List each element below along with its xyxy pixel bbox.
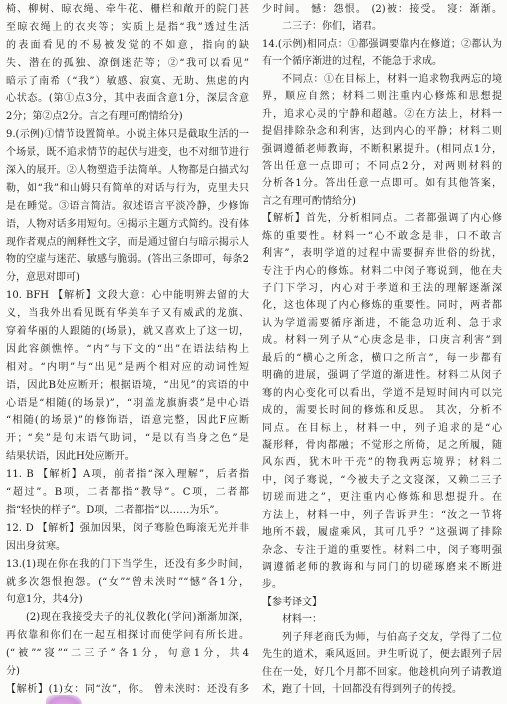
text-line: 少时间。 憾：怨恨。 (2)被：接受。 寖：渐渐。 (262, 4, 502, 15)
text-line: 列子拜老商氏为师，与伯高子交友，学得了二位 (282, 631, 502, 643)
text-line: 子门下学习，内心对于孝道和王法的理解逐渐深 (262, 283, 502, 294)
text-line: 物的空虚与迷茫、敏感与脆弱。(答出三条即可，每条2 (6, 254, 249, 266)
text-line: 步。 (262, 579, 282, 591)
answer-9 (6, 126, 249, 287)
material-one-translation (262, 629, 502, 699)
text-line: 有一个循序渐进的过程，不能急于求成。 (262, 56, 442, 68)
answer-8-continuation (6, 1, 249, 126)
text-line: 椅、柳树、晾衣绳、牵牛花、栅栏和敞开的院门甚 (6, 4, 249, 15)
answer-13-part-2 (6, 609, 249, 681)
text-line: 指“轻快的样子”。D项，二者都指“以……为乐”。 (6, 504, 225, 516)
text-line: (“被”“寖”“二三子”各1分，句意1分，共4 (6, 648, 249, 660)
text-line: 相对。“内明”与“出见”是两个相对应的动词性短 (6, 361, 249, 373)
text-line: 地所不载，履虚乘风，其可几乎？”这强调了排除 (262, 527, 502, 539)
text-line: 语，因此B处应断开；根据语境，“出见”的宾语的中 (6, 379, 249, 391)
right-column (262, 1, 502, 703)
answer-13-analysis-note (262, 18, 502, 35)
text-line: 失、潜在的孤独、潦倒迷茫等；②“我可以看见” (6, 57, 249, 69)
text-line: 认为学道需要循序渐进，不能急功近利、急于求 (262, 317, 502, 329)
text-line: 的表面看见的不易被发觉的不如意，指向的缺 (6, 39, 249, 51)
text-line: 答出任意一点即可；不同点2分，对两则材料的 (262, 160, 502, 172)
text-line: 分析各1分。答出任意一点即可。如有其他答案， (262, 178, 502, 190)
text-line: 成。材料一列子从“心庚念是非，口庚言利害”到 (262, 335, 502, 347)
text-line: 再依靠和你们在一起互相探讨而使学问有所长进。 (6, 630, 249, 642)
purple-sticker-mark (46, 695, 82, 704)
text-line: 杂念、专注于道的重要性。材料二中，闵子骞明强 (262, 544, 502, 556)
text-line: 材料一： (282, 614, 322, 626)
text-line: 11. B 【解析】A项，前者指“深入理解”，后者指 (6, 469, 249, 481)
text-line: 13.(1)现在你在我的门下当学生，还没有多少时间， (6, 558, 249, 570)
text-line: 最后的“横心之所念，横口之所言”，每一步都有 (262, 352, 502, 364)
text-line: 【解析】首先，分析相同点。二者都强调了内心修 (262, 213, 502, 225)
text-line: 升，追求心灵的宁静和超越。②在方法上，材料一 (262, 108, 502, 120)
text-line: 炼的重要性。材料一“心不敢念是非，口不敢言 (262, 230, 502, 242)
text-line: 先生的道术，乘风返回。尹生听说了，便去跟列子居 (262, 649, 502, 661)
text-line: 【参考译文】 (262, 596, 322, 608)
text-line: 暗示了南希（“我”）敏感、寂寞、无助、焦虑的内 (6, 75, 249, 87)
answer-10 (6, 287, 249, 466)
text-line: 分) (6, 665, 20, 677)
left-column (6, 1, 249, 703)
text-line: 义，当我外出看见既有华美车子又有威武的龙旗、 (6, 308, 249, 320)
answer-14-analysis (262, 210, 502, 594)
text-line: 言之有理可酌情给分) (262, 195, 356, 207)
text-line: 凝形释，骨肉都融；不觉形之所倚，足之所履，随 (262, 439, 502, 451)
text-line: 现作者观点的阐释性文字，而是通过留白与暗示揭示人 (6, 236, 249, 248)
text-line: 明确的进展，强调了学道的渐进性。材料二从闵子 (262, 370, 502, 382)
text-line: 是在睡觉。③语言简洁。叙述语言平淡冷静，少修饰 (6, 200, 249, 212)
text-line: 句意1分，共4分) (6, 594, 83, 606)
text-line: 同点。在目标上，材料一中，列子追求的是“心 (262, 422, 502, 434)
text-line: 二三子：你们，诸君。 (282, 21, 382, 33)
text-line: 心状态。(第①点3分，其中表面含意1分，深层含意 (6, 93, 249, 105)
text-line: 穿着华丽的人跟随的(场景)，就又喜欢上了这一切， (6, 326, 249, 338)
text-line: 风东西，犹木叶干壳”的物我两忘境界；材料二 (262, 457, 502, 469)
text-line: 勒，如“我”和山姆只有简单的对话与行为，克里夫只 (6, 182, 249, 194)
text-line: “超过”。B项，二者都指“教导”。C项，二者都 (6, 487, 249, 499)
text-line: 因此容颜憔悴。“内”与下文的“出”在语法结构上 (6, 343, 249, 355)
text-line: 12. D 【解析】强加因果，闵子骞脸色晦滚无光并非 (6, 522, 249, 534)
text-line: 切瑳而进之”，更注重内心修炼和思想提升。在 (262, 492, 502, 504)
text-line: 专注于内心的修炼。材料二中闵子骞说到，他在夫 (262, 265, 502, 277)
text-line: 分，意思对即可) (6, 272, 80, 284)
text-line: 个场景，既不追求情节的起伏与进变，也不对细节进行 (6, 147, 249, 159)
answer-13-analysis-continuation (262, 1, 502, 18)
text-line: 住在一处，好几个月都不回家。他趁机向列子请教道 (262, 666, 502, 678)
text-line: 【解析】(1)女：同“汝”，你。 曾未浃时：还没有多 (6, 683, 249, 695)
text-line: 强调遵循老师教诲，不断积累提升。(相同点1分， (262, 143, 502, 155)
answer-12 (6, 520, 249, 556)
text-line: 9.(示例)①情节设置简单。小说主体只是截取生活的一 (6, 129, 249, 141)
text-line: 心语是“相随(的场景)”，“羽盖龙旗旃裘”是中心语 (6, 397, 249, 409)
text-line: 10. BFH 【解析】文段大意：心中能明辨去留的大 (6, 290, 249, 302)
text-line: 提倡排除杂念和利害，达到内心的平静；材料二则 (262, 126, 502, 138)
answer-13-part-1 (6, 556, 249, 610)
answer-11 (6, 466, 249, 520)
text-line: 至晾衣绳上的衣夹等；实质上是指“我”透过生活 (6, 21, 249, 33)
text-line: 界，顺应自然；材料二则注重内心修炼和思想提 (262, 91, 502, 103)
text-line: 骞的内心变化可以看出，学道不是短时间内可以完 (262, 387, 502, 399)
text-line: 就多次怨恨抱怨。(“女”“曾未浃时”“憾”各1分， (6, 576, 249, 588)
text-line: 语，人物对话多用短句。④揭示主题方式简约。没有体 (6, 218, 249, 230)
text-line: 利害”，表明学道的过程中需要摒弃世俗的纷扰， (262, 248, 502, 260)
text-line: 14.(示例)相同点：①都强调要靠内在修道；②都认为 (262, 38, 502, 50)
text-line: 结果状语，因此H处应断开。 (6, 451, 135, 463)
answer-13-analysis (6, 681, 249, 699)
text-line: 不同点：①在目标上，材料一追求物我两忘的境 (282, 73, 502, 85)
text-line: 深入的展开。②人物塑造手法简单。人物都是白描式勾 (6, 165, 249, 177)
text-line: (2)现在我接受夫子的礼仪教化(学问)渐渐加深， (26, 612, 249, 624)
answer-14-differences (262, 71, 502, 211)
text-line: 方法上，材料一中，列子告诉尹生：“汝之一节将 (262, 509, 502, 521)
text-line: 中，闵子骞说，“今被夫子之文寖深，又赖二三子 (262, 474, 502, 486)
text-line: 化，这也体现了内心修炼的重要性。同时，两者都 (262, 300, 502, 312)
text-line: 开；“矣”是句末语气助词，“是以有当身之色”是 (6, 433, 249, 445)
text-line: 术，跑了十回，十回都没有得到列子的传授。 (262, 684, 462, 696)
answer-14-similarities (262, 36, 502, 71)
text-line: 调遵循老师的教诲和与同门的切磋琢磨来不断进 (262, 562, 502, 573)
text-line: 2分；第②点2分。言之有理可酌情给分) (6, 111, 183, 123)
text-line: 因出身贫寒。 (6, 540, 66, 552)
reference-translation-heading (262, 594, 502, 611)
text-line: “相随(的场景)”的修饰语，语意完整，因此F应断 (6, 415, 249, 427)
text-line: 成的，需要长时间的修炼和反思。 其次，分析不 (262, 405, 502, 417)
material-one-label (262, 611, 502, 628)
